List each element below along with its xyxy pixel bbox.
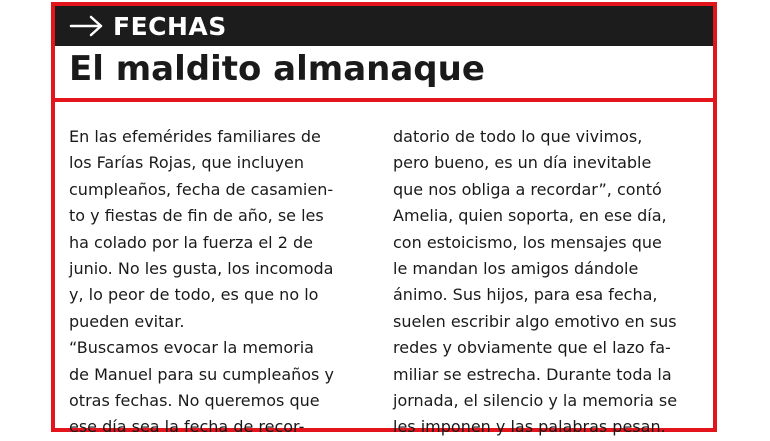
text-line: otras fechas. No queremos que [69, 391, 320, 411]
text-line: miliar se estrecha. Durante toda la [393, 364, 672, 384]
headline: El maldito almanaque [69, 49, 485, 89]
article-box [51, 2, 717, 437]
text-line: suelen escribir algo emotivo en sus [393, 311, 677, 331]
headline-row [55, 46, 713, 98]
arrow-right-icon [69, 14, 105, 38]
text-line: ánimo. Sus hijos, para esa fecha, [393, 285, 658, 305]
text-line: ha colado por la fuerza el 2 de [69, 232, 313, 252]
text-line: En las efemérides familiares de [69, 127, 321, 146]
text-line: cumpleaños, fecha de casamien- [69, 179, 334, 199]
text-line: datorio de todo lo que vivimos, [393, 127, 643, 146]
text-line: que nos obliga a recordar”, contó [393, 179, 662, 199]
text-line: Amelia, quien soporta, en ese día, [393, 206, 667, 226]
section-bar [55, 6, 713, 46]
divider [55, 98, 713, 102]
text-line: con estoicismo, los mensajes que [393, 232, 662, 252]
text-line: de Manuel para su cumpleaños y [69, 364, 334, 384]
text-line: redes y obviamente que el lazo fa- [393, 338, 671, 358]
text-line: pero bueno, es un día inevitable [393, 153, 652, 173]
section-label: FECHAS [113, 11, 227, 41]
text-line: le mandan los amigos dándole [393, 259, 639, 279]
text-line: jornada, el silencio y la memoria se [393, 391, 678, 411]
text-line: junio. No les gusta, los incomoda [69, 259, 334, 279]
text-column-2 [393, 124, 693, 441]
text-column-1 [69, 124, 369, 441]
text-line: los Farías Rojas, que incluyen [69, 153, 305, 173]
text-line: y, lo peor de todo, es que no lo [69, 285, 319, 305]
text-line: ese día sea la fecha de recor- [69, 417, 305, 437]
text-line: “Buscamos evocar la memoria [69, 338, 314, 358]
text-line: les imponen y las palabras pesan. [393, 417, 666, 437]
article-body [69, 124, 717, 441]
text-line: to y fiestas de fin de año, se les [69, 206, 324, 226]
text-line: pueden evitar. [69, 311, 185, 331]
